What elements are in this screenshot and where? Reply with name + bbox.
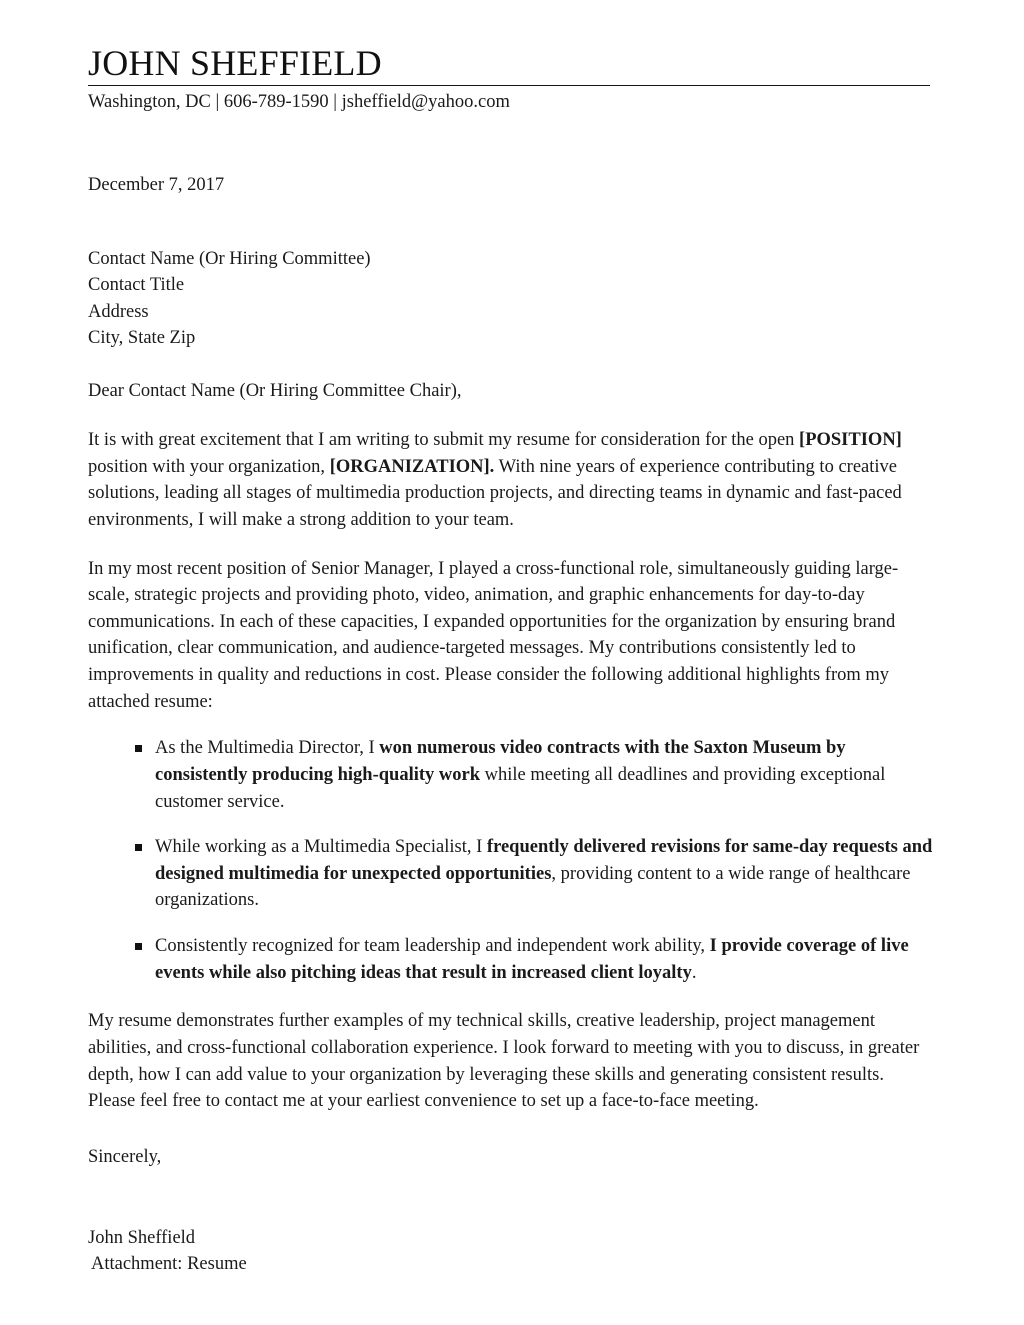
organization-placeholder: [ORGANIZATION].: [329, 456, 495, 477]
position-placeholder: [POSITION]: [799, 430, 902, 451]
paragraph-conclusion: My resume demonstrates further examples of my technical skills, creative leadership, project management abilities, and cross-functional collaboration experience. I look forward to meeting with you to discuss, in greater depth, how I can add value to your organization by leveraging these skills and generating consistent results. Please feel free to contact me at your earliest convenience to set up a face-to-face meeting.: [88, 1011, 920, 1112]
intro-text-3: With nine years of experience contributing to creative solutions, leading all stages of multimedia production projects, and directing teams in dynamic and fast-paced environments, I will make a strong addition to your team.: [88, 456, 902, 530]
attachment-note: Attachment: Resume: [91, 1253, 247, 1274]
applicant-name: JOHN SHEFFIELD: [88, 43, 382, 83]
highlight-bold-1: won numerous video contracts with the Saxton Museum by consistently producing high-quality work: [155, 738, 846, 785]
highlight-text-2a: While working as a Multimedia Specialist, I: [155, 837, 487, 858]
recipient-name: Contact Name (Or Hiring Committee): [88, 249, 371, 270]
highlight-text-1a: As the Multimedia Director, I: [155, 738, 380, 759]
contact-line: Washington, DC | 606-789-1590 | jsheffield@yahoo.com: [88, 92, 510, 113]
intro-text-1: It is with great excitement that I am writing to submit my resume for consideration for the open: [88, 430, 800, 451]
recipient-title: Contact Title: [88, 275, 185, 296]
highlight-text-1b: while meeting all deadlines and providing exceptional customer service.: [155, 764, 886, 812]
highlight-text-3b: .: [691, 962, 697, 983]
closing-salutation: Sincerely,: [88, 1146, 162, 1167]
letterhead-divider: [88, 85, 930, 86]
signature-name: John Sheffield: [88, 1227, 196, 1248]
recipient-city-state-zip: City, State Zip: [88, 327, 196, 348]
highlight-text-3a: Consistently recognized for team leadership and independent work ability,: [155, 936, 710, 957]
list-item: [88, 933, 935, 986]
intro-text-2: position with your organization,: [88, 456, 330, 477]
highlight-bold-2: frequently delivered revisions for same-day requests and designed multimedia for unexpected opportunities: [155, 837, 933, 884]
list-item: [88, 834, 935, 933]
letter-date: December 7, 2017: [88, 175, 225, 196]
highlights-list: [88, 715, 933, 986]
paragraph-experience: In my most recent position of Senior Manager, I played a cross-functional role, simultaneously guiding large-scale, strategic projects and providing photo, video, animation, and graphic enhancements for day-to-day communications. In each of these capacities, I expanded opportunities for the organization by ensuring brand unification, clear communication, and audience-targeted messages. My contributions consistently led to improvements in quality and reductions in cost. Please consider the following additional highlights from my attached resume:: [88, 558, 899, 712]
signature-block: [88, 1171, 933, 1278]
highlight-bold-3: I provide coverage of live events while also pitching ideas that result in increased client loyalty: [155, 936, 909, 983]
recipient-address: Address: [88, 301, 149, 322]
square-bullet-icon: [135, 943, 142, 950]
list-item: [88, 735, 935, 834]
highlight-text-2b: , providing content to a wide range of healthcare organizations.: [155, 863, 911, 911]
square-bullet-icon: [135, 745, 142, 752]
recipient-block: [88, 198, 933, 351]
letterhead: [88, 44, 933, 115]
paragraph-intro: [88, 405, 933, 534]
salutation: Dear Contact Name (Or Hiring Committee Chair),: [88, 381, 462, 402]
letter-content: [88, 44, 933, 1277]
square-bullet-icon: [135, 844, 142, 851]
